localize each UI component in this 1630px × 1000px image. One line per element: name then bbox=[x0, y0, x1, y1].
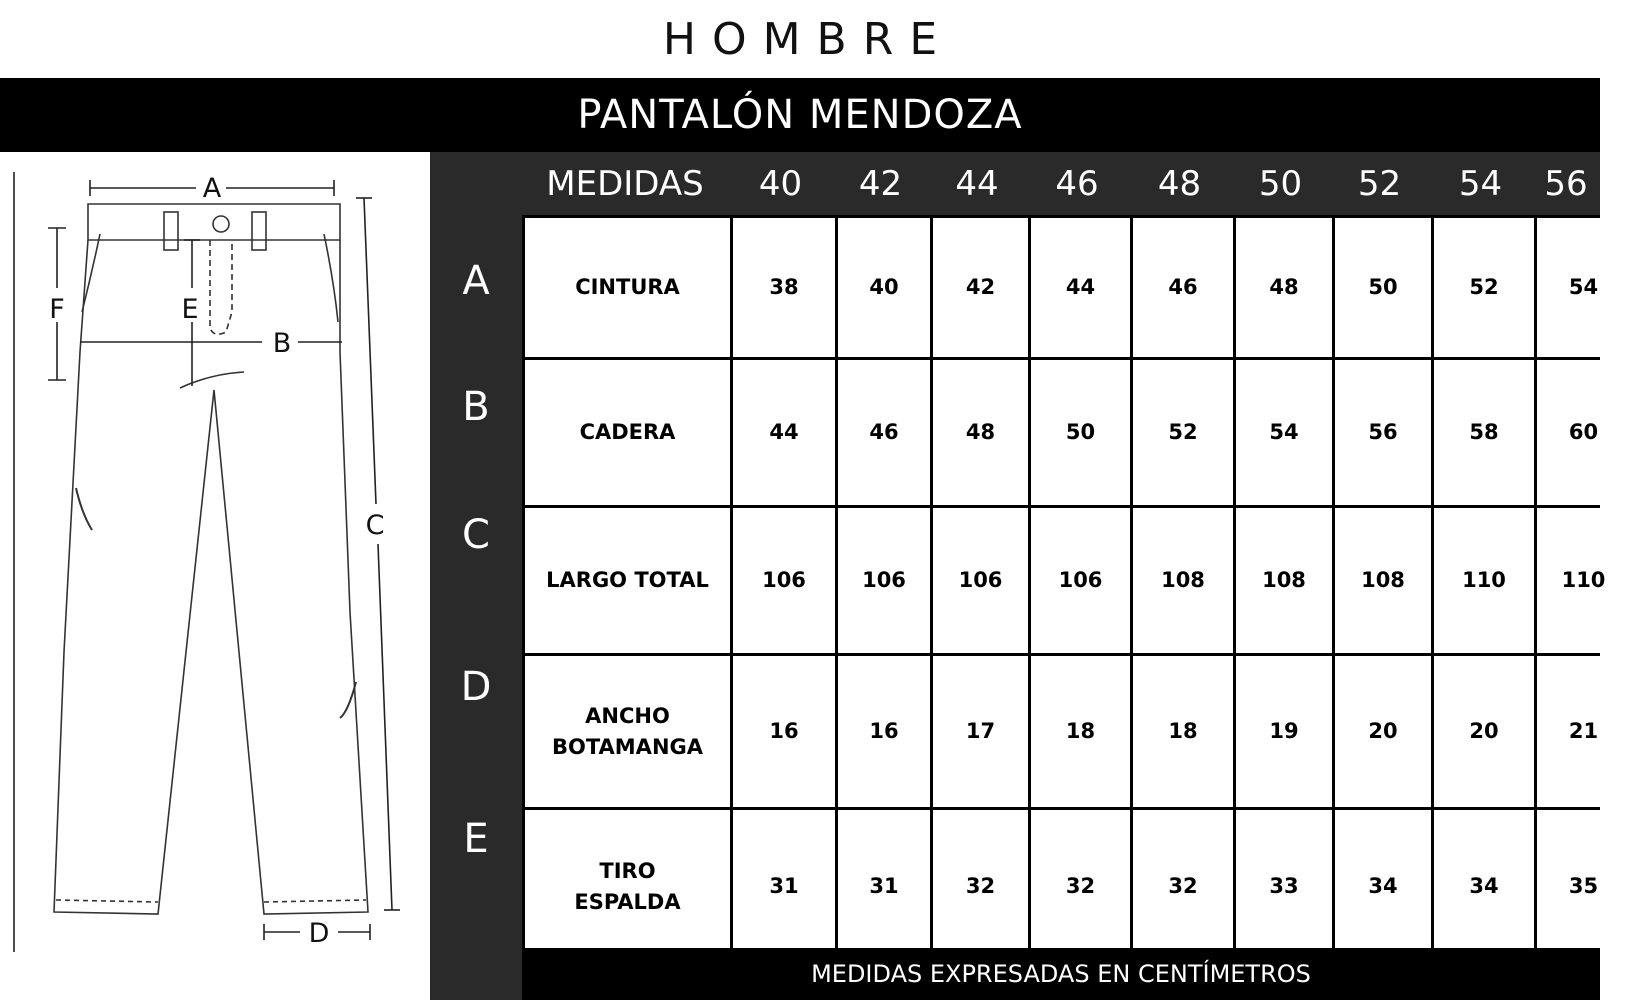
size-table bbox=[522, 215, 1606, 948]
table-cell: 33 bbox=[1236, 810, 1332, 963]
table-cell: 108 bbox=[1335, 508, 1431, 653]
pants-illustration bbox=[0, 152, 430, 1000]
table-cell: 17 bbox=[933, 656, 1028, 807]
table-cell: 106 bbox=[1031, 508, 1130, 653]
row-label: ANCHO BOTAMANGA bbox=[525, 656, 730, 807]
dim-label-f: F bbox=[49, 294, 65, 325]
table-cell: 32 bbox=[1031, 810, 1130, 963]
table-cell: 31 bbox=[733, 810, 835, 963]
row-label: LARGO TOTAL bbox=[525, 508, 730, 653]
knee-crease-right bbox=[340, 682, 356, 718]
table-cell: 54 bbox=[1537, 218, 1630, 357]
row-letter-e: E bbox=[463, 816, 489, 862]
size-header-46: 46 bbox=[1055, 163, 1099, 204]
table-cell: 18 bbox=[1031, 656, 1130, 807]
table-cell: 42 bbox=[933, 218, 1028, 357]
table-cell: 44 bbox=[733, 360, 835, 505]
pants-diagram bbox=[0, 152, 430, 1000]
row-letter-a: A bbox=[462, 258, 490, 304]
table-cell: 31 bbox=[838, 810, 930, 963]
table-cell: 32 bbox=[1133, 810, 1233, 963]
table-cell: 106 bbox=[733, 508, 835, 653]
row-letter-d: D bbox=[460, 664, 492, 710]
table-cell: 106 bbox=[838, 508, 930, 653]
table-cell: 16 bbox=[838, 656, 930, 807]
table-cell: 58 bbox=[1434, 360, 1534, 505]
table-cell: 20 bbox=[1335, 656, 1431, 807]
table-cell: 38 bbox=[733, 218, 835, 357]
table-cell: 35 bbox=[1537, 810, 1630, 963]
dim-label-a: A bbox=[202, 173, 222, 204]
dim-label-b: B bbox=[272, 328, 292, 359]
size-header-54: 54 bbox=[1458, 163, 1503, 204]
table-cell: 52 bbox=[1133, 360, 1233, 505]
table-cell: 44 bbox=[1031, 218, 1130, 357]
table-cell: 50 bbox=[1335, 218, 1431, 357]
product-banner: PANTALÓN MENDOZA bbox=[0, 78, 1600, 152]
table-cell: 110 bbox=[1537, 508, 1630, 653]
row-letter-column bbox=[430, 152, 522, 1000]
row-label: CINTURA bbox=[525, 218, 730, 357]
table-cell: 21 bbox=[1537, 656, 1630, 807]
table-cell: 108 bbox=[1133, 508, 1233, 653]
belt-loop-right bbox=[252, 212, 266, 250]
belt-loop-left bbox=[164, 212, 178, 250]
table-cell: 110 bbox=[1434, 508, 1534, 653]
table-cell: 40 bbox=[838, 218, 930, 357]
size-header-52: 52 bbox=[1357, 163, 1402, 204]
table-cell: 18 bbox=[1133, 656, 1233, 807]
page-title: HOMBRE bbox=[662, 13, 954, 65]
knee-crease-left bbox=[76, 488, 92, 530]
hem-left bbox=[56, 900, 158, 902]
table-cell: 19 bbox=[1236, 656, 1332, 807]
table-cell: 34 bbox=[1335, 810, 1431, 963]
row-label: CADERA bbox=[525, 360, 730, 505]
dim-label-d: D bbox=[308, 918, 330, 949]
units-footer: MEDIDAS EXPRESADAS EN CENTÍMETROS bbox=[522, 948, 1600, 1000]
pocket-left bbox=[82, 234, 100, 312]
table-cell: 48 bbox=[933, 360, 1028, 505]
table-cell: 46 bbox=[838, 360, 930, 505]
row-label: TIRO ESPALDA bbox=[525, 810, 730, 963]
dim-label-e: E bbox=[181, 294, 199, 325]
table-cell: 56 bbox=[1335, 360, 1431, 505]
table-cell: 16 bbox=[733, 656, 835, 807]
size-header-42: 42 bbox=[858, 163, 903, 204]
row-letter-c: C bbox=[462, 512, 490, 558]
table-cell: 20 bbox=[1434, 656, 1534, 807]
size-header-40: 40 bbox=[758, 163, 803, 204]
dim-label-c: C bbox=[365, 510, 385, 541]
size-header-50: 50 bbox=[1258, 163, 1303, 204]
table-cell: 48 bbox=[1236, 218, 1332, 357]
button-icon bbox=[213, 216, 229, 232]
table-cell: 34 bbox=[1434, 810, 1534, 963]
hem-right bbox=[264, 900, 366, 902]
size-header-48: 48 bbox=[1157, 163, 1202, 204]
table-cell: 32 bbox=[933, 810, 1028, 963]
size-header-56: 56 bbox=[1544, 163, 1588, 204]
crotch-detail bbox=[180, 372, 244, 388]
size-header-44: 44 bbox=[955, 163, 999, 204]
size-header bbox=[522, 152, 1600, 215]
table-cell: 46 bbox=[1133, 218, 1233, 357]
table-cell: 52 bbox=[1434, 218, 1534, 357]
table-cell: 54 bbox=[1236, 360, 1332, 505]
table-cell: 50 bbox=[1031, 360, 1130, 505]
row-letter-b: B bbox=[462, 384, 490, 430]
pocket-right bbox=[324, 234, 338, 322]
medidas-header: MEDIDAS bbox=[546, 163, 704, 204]
table-cell: 106 bbox=[933, 508, 1028, 653]
table-cell: 60 bbox=[1537, 360, 1630, 505]
table-cell: 108 bbox=[1236, 508, 1332, 653]
pants-outline bbox=[54, 240, 368, 914]
fly-seam bbox=[210, 240, 232, 334]
